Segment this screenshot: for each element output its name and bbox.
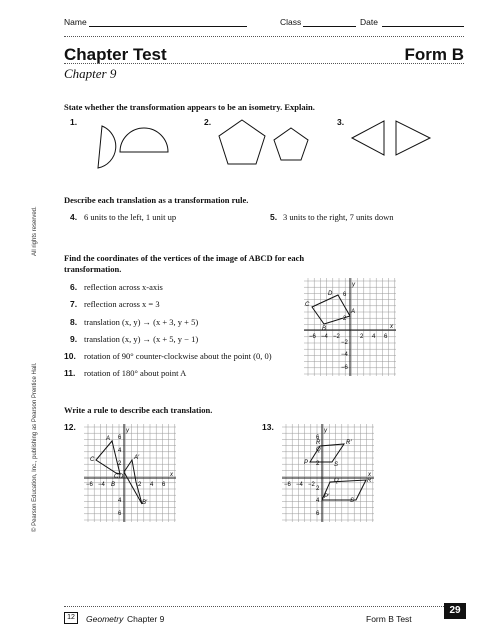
class-label: Class xyxy=(280,17,302,27)
isometry-instruction: State whether the transformation appears to be an isometry. Explain. xyxy=(64,102,315,112)
q13-tick-x-neg6: −6 xyxy=(284,482,291,488)
question-10-number: 10. xyxy=(64,351,76,361)
footer-form: Form B Test xyxy=(366,614,412,624)
vertex-a-label: A xyxy=(351,309,356,315)
q12-vertex-a: A xyxy=(106,436,111,442)
question-11-text: rotation of 180° about point A xyxy=(84,368,187,378)
q13-vertex-p-prime: P′ xyxy=(324,494,330,500)
tick-x-neg6: −6 xyxy=(309,334,316,340)
question-10-text: rotation of 90° counter-clockwise about the point (0, 0) xyxy=(84,351,272,361)
tick-x-2: 2 xyxy=(360,334,364,340)
write-rule-instruction: Write a rule to describe each translation. xyxy=(64,405,213,415)
tick-y-2: 2 xyxy=(343,316,347,322)
abcd-coordinate-graph xyxy=(304,278,396,376)
question-7-number: 7. xyxy=(70,299,78,309)
q12-tick-y-2: 2 xyxy=(118,461,122,467)
q13-tick-y-neg4: 4 xyxy=(316,498,320,504)
question-13-graph xyxy=(282,424,374,522)
q13-vertex-q-2: Q xyxy=(334,478,339,484)
half-disk-original xyxy=(98,126,116,168)
question-3-figure xyxy=(350,118,440,158)
coordinates-instruction-line1: Find the coordinates of the vertices of the image of ABCD for each xyxy=(64,253,305,263)
rights-reserved-sidebar: All rights reserved. xyxy=(32,206,38,256)
half-disk-image xyxy=(120,128,168,152)
q12-y-label: y xyxy=(126,428,129,434)
q13-vertex-r-2: R xyxy=(367,478,372,484)
small-pentagon xyxy=(274,128,308,160)
q13-grid xyxy=(282,424,374,522)
vertex-b-label: B xyxy=(322,326,327,332)
question-4-text: 6 units to the left, 1 unit up xyxy=(84,212,177,222)
question-6-text: reflection across x-axis xyxy=(84,282,163,292)
q13-vertex-r-prime: R′ xyxy=(346,440,352,446)
question-12-number: 12. xyxy=(64,422,76,432)
q13-vertex-s: S xyxy=(334,462,339,468)
tick-x-6: 6 xyxy=(384,334,388,340)
tick-y-neg4: −4 xyxy=(341,352,348,358)
footer-box-number: 12 xyxy=(64,612,78,624)
question-2-number: 2. xyxy=(204,117,212,127)
page-title: Chapter Test xyxy=(64,45,167,64)
q12-original-figure xyxy=(96,441,120,474)
q13-vertex-q: Q xyxy=(316,447,321,453)
q12-tick-x-neg6: −6 xyxy=(86,482,93,488)
q12-tick-y-neg4: 4 xyxy=(118,498,122,504)
q12-tick-y-neg6: 6 xyxy=(118,511,122,517)
question-9-text: translation (x, y) → (x + 5, y − 1) xyxy=(84,334,199,344)
graph-x-label: x xyxy=(390,324,393,330)
q12-tick-y-6: 6 xyxy=(118,435,122,441)
question-4-number: 4. xyxy=(70,212,78,222)
q12-vertex-c: C xyxy=(90,457,95,463)
name-label: Name xyxy=(64,17,87,27)
q13-vertex-s-2: S xyxy=(350,498,355,504)
tick-y-neg2: −2 xyxy=(341,340,348,346)
q13-tick-y-neg2: 2 xyxy=(316,486,320,492)
tick-x-4: 4 xyxy=(372,334,376,340)
q12-tick-y-4: 4 xyxy=(118,448,122,454)
date-line xyxy=(382,26,464,27)
page-number: 29 xyxy=(444,603,466,619)
copyright-sidebar: © Pearson Education, Inc., publishing as Pearson Prentice Hall. xyxy=(32,362,38,532)
question-2-figure xyxy=(212,118,320,172)
large-pentagon xyxy=(219,120,265,164)
triangle-original xyxy=(352,121,384,155)
q13-tick-y-2: 2 xyxy=(316,461,320,467)
footer-chapter: Chapter 9 xyxy=(127,614,165,624)
tick-x-neg4: −4 xyxy=(321,334,328,340)
question-7-text: reflection across x = 3 xyxy=(84,299,160,309)
footer-book-title: Geometry xyxy=(86,614,124,624)
q13-tick-y-neg6: 6 xyxy=(316,511,320,517)
q12-x-label: x xyxy=(170,472,173,478)
chapter-subtitle: Chapter 9 xyxy=(64,66,117,81)
q12-vertex-d: D xyxy=(119,474,124,480)
date-label: Date xyxy=(360,17,378,27)
question-5-number: 5. xyxy=(270,212,278,222)
q13-x-label: x xyxy=(368,472,371,478)
q13-vertex-r: R xyxy=(316,440,321,446)
question-8-number: 8. xyxy=(70,317,78,327)
q12-tick-x-4: 4 xyxy=(150,482,154,488)
question-1-figure xyxy=(86,118,198,172)
question-9-number: 9. xyxy=(70,334,78,344)
question-1-number: 1. xyxy=(70,117,78,127)
q13-y-label: y xyxy=(324,428,327,434)
question-13-number: 13. xyxy=(262,422,274,432)
vertex-d-label: D xyxy=(328,291,333,297)
form-label: Form B xyxy=(404,45,464,64)
top-dotted-rule xyxy=(64,36,464,37)
q12-tick-x-6: 6 xyxy=(162,482,166,488)
q12-vertex-a-prime: A′ xyxy=(134,455,140,461)
triangle-image xyxy=(396,121,430,155)
tick-y-6: 6 xyxy=(343,292,347,298)
title-dotted-rule xyxy=(64,63,464,64)
tick-x-neg2: −2 xyxy=(333,334,340,340)
q12-vertex-b: B xyxy=(111,482,116,488)
translation-rule-instruction: Describe each translation as a transformation rule. xyxy=(64,195,249,205)
vertex-c-label: C xyxy=(305,302,310,308)
question-12-graph xyxy=(84,424,176,522)
question-8-text: translation (x, y) → (x + 3, y + 5) xyxy=(84,317,199,327)
q12-vertex-b-prime: B′ xyxy=(142,500,148,506)
q13-tick-x-neg4: −4 xyxy=(296,482,303,488)
q12-grid xyxy=(84,424,176,522)
question-6-number: 6. xyxy=(70,282,78,292)
tick-y-neg6: −6 xyxy=(341,365,348,371)
question-3-number: 3. xyxy=(337,117,345,127)
name-line xyxy=(89,26,247,27)
question-5-text: 3 units to the right, 7 units down xyxy=(283,212,394,222)
q13-vertex-p: P xyxy=(304,460,309,466)
graph-y-label: y xyxy=(352,282,355,288)
class-line xyxy=(303,26,356,27)
footer-dotted-rule xyxy=(64,606,464,607)
q13-tick-x-neg2: −2 xyxy=(308,482,315,488)
q12-tick-x-neg4: −4 xyxy=(98,482,105,488)
coordinates-instruction-line2: transformation. xyxy=(64,264,122,274)
question-11-number: 11. xyxy=(64,368,76,378)
q12-tick-x-2: 2 xyxy=(138,482,142,488)
q13-tick-y-6: 6 xyxy=(316,435,320,441)
q12-vertex-c-prime: C′ xyxy=(114,474,120,480)
